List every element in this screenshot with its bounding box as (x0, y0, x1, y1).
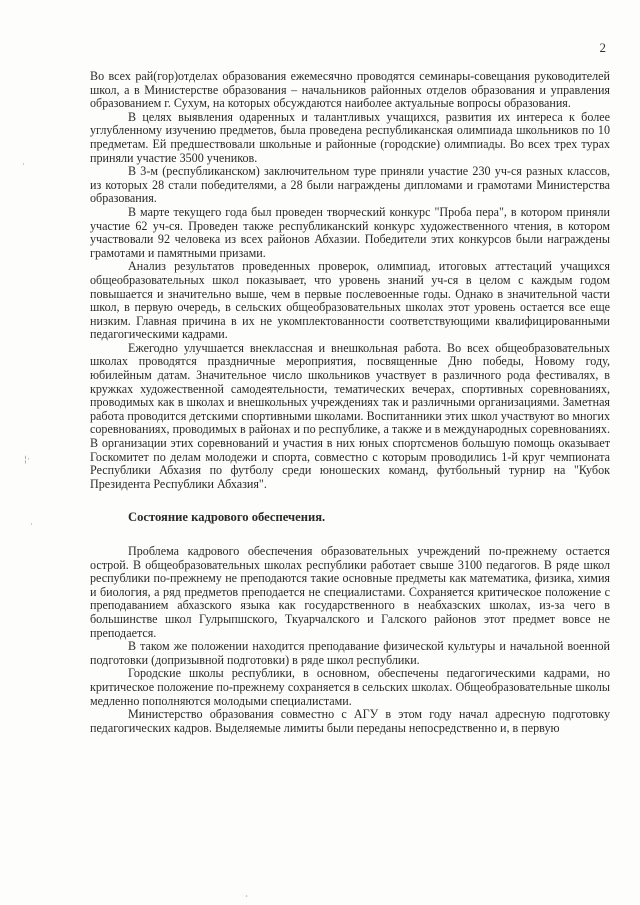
document-body (90, 70, 610, 735)
paragraph: Во всех рай(гор)отделах образования ежемесячно проводятся семинары-совещания руководителей школ, а в Министерстве образования – начальников районных отделов образования и управления образованием г. Сухум, на которых обсуждаются наиболее актуальные вопросы образования. (90, 69, 610, 111)
paragraph: В таком же положении находится преподавание физической культуры и начальной военной подготовки (допризывной подготовки) в ряде школ республики. (90, 639, 610, 667)
paragraph: Проблема кадрового обеспечения образовательных учреждений по-прежнему остается острой. В общеобразовательных школах республики работает свыше 3100 педагогов. В ряде школ республики по-прежнему не преподаются такие основные предметы как математика, физика, химия и биология, а ряд предметов преподается не специалистами. Сохраняется критическое положение с преподаванием абхазского языка как государственного в неабхазских школах, из-за чего в большинстве школ Гулрыпшского, Ткуарчалского и Галского районов этот предмет вовсе не преподается. (90, 544, 610, 640)
page-number: 2 (599, 40, 606, 55)
paragraph: Анализ результатов проведенных проверок, олимпиад, итоговых аттестаций учащихся общеобразовательных школ показывает, что уровень знаний уч-ся в целом с каждым годом повышается и значительно выше, чем в первые послевоенные годы. Однако в значительной части школ, в первую очередь, в сельских общеобразовательных школах этот уровень остается все еще низким. Главная причина в их не укомплектованности соответствующими квалифицированными педагогическими кадрами. (90, 259, 610, 342)
paragraph: Городские школы республики, в основном, обеспечены педагогическими кадрами, но критическое положение по-прежнему сохраняется в сельских школах. Общеобразовательные школы медленно пополняются молодыми специалистами. (90, 666, 610, 708)
scan-margin-mark: · (22, 160, 25, 170)
paragraph: Министерство образования совместно с АГУ в этом году начал адресную подготовку педагогических кадров. Выделяемые лимиты были переданы непосредственно и, в первую (90, 707, 610, 735)
paragraph: В 3-м (республиканском) заключительном туре приняли участие 230 уч-ся разных классов, из которых 28 стали победителями, а 28 были награждены дипломами и грамотами Министерства образования. (90, 164, 610, 206)
paragraph: Ежегодно улучшается внеклассная и внешкольная работа. Во всех общеобразовательных школах проводятся праздничные мероприятия, посвященные Дню победы, Новому году, юбилейным датам. Значительное число школьников участвует в различного рода фестивалях, в кружках художественной самодеятельности, тематических вечерах, спортивных соревнованиях, проводимых как в школах и внешкольных учреждениях так и различными организациями. Заметная работа проводится детскими спортивными школами. Воспитанники этих школ участвуют во многих соревнованиях, проводимых в районах и по республике, а также и в международных соревнованиях. В организации этих соревнований и участия в них юных спортсменов большую помощь оказывает Госкомитет по делам молодежи и спорта, совместно с которым проводились 1-й круг чемпионата Республики Абхазия по футболу среди юношеских команд, футбольный турнир на "Кубок Президента Республики Абхазия". (90, 340, 610, 491)
section-heading: Состояние кадрового обеспечения. (128, 510, 326, 525)
scan-margin-mark: ¦· (24, 455, 30, 465)
scan-margin-mark: · (30, 520, 33, 530)
scan-margin-mark: ¸ (245, 887, 248, 897)
paragraph: В целях выявления одаренных и талантливых учащихся, развития их интереса к более углубленному изучению предметов, была проведена республиканская олимпиада школьников по 10 предметам. Ей предшествовали школьные и районные (городские) олимпиады. Во всех трех турах приняли участие 3500 учеников. (90, 109, 610, 165)
paragraph: В марте текущего года был проведен творческий конкурс "Проба пера", в котором приняли участие 62 уч-ся. Проведен также республиканский конкурс художественного чтения, в котором участвовали 92 человека из всех районов Абхазии. Победители этих конкурсов были награждены грамотами и памятными призами. (90, 204, 610, 260)
